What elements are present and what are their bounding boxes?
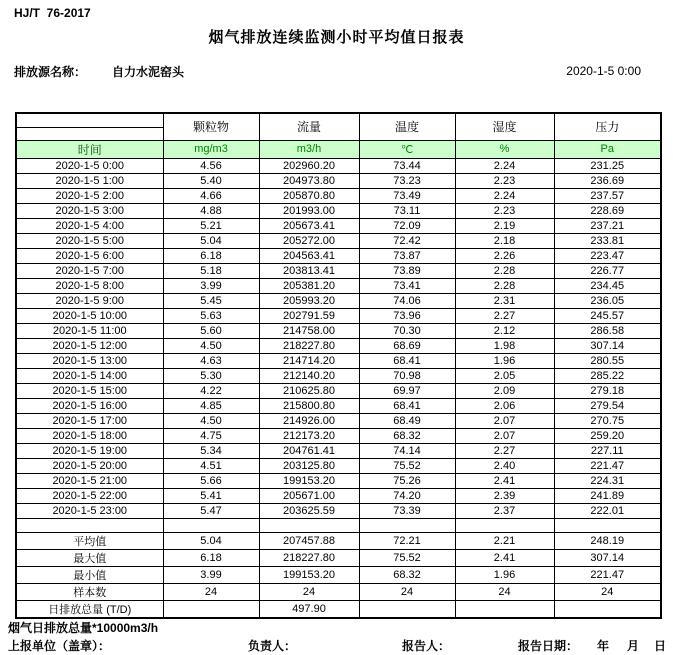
table-row — [16, 488, 661, 503]
table-row — [16, 353, 661, 368]
value-cell-2: 73.96 — [359, 308, 455, 323]
source-line — [14, 63, 184, 80]
value-cell-0: 4.75 — [163, 428, 259, 443]
column-header-2: 温度 — [359, 113, 455, 140]
report-datetime: 2020-1-5 0:00 — [566, 64, 641, 78]
table-row — [16, 383, 661, 398]
table-row — [16, 443, 661, 458]
summary-label-cell: 最小值 — [16, 566, 163, 583]
summary-value-cell-3: 2.41 — [455, 549, 554, 566]
value-cell-1: 202791.59 — [259, 308, 359, 323]
value-cell-2: 73.41 — [359, 278, 455, 293]
time-header: 时间 — [16, 140, 163, 158]
summary-value-cell-0: 5.04 — [163, 532, 259, 549]
value-cell-1: 205993.20 — [259, 293, 359, 308]
value-cell-2: 70.98 — [359, 368, 455, 383]
summary-value-cell-1: 218227.80 — [259, 549, 359, 566]
value-cell-0: 5.45 — [163, 293, 259, 308]
unit-cell-4: Pa — [554, 140, 661, 158]
value-cell-1: 199153.20 — [259, 473, 359, 488]
value-cell-3: 1.98 — [455, 338, 554, 353]
value-cell-0: 4.56 — [163, 158, 259, 173]
time-cell: 2020-1-5 21:00 — [16, 473, 163, 488]
value-cell-3: 2.40 — [455, 458, 554, 473]
value-cell-1: 205870.80 — [259, 188, 359, 203]
value-cell-2: 68.49 — [359, 413, 455, 428]
value-cell-0: 5.40 — [163, 173, 259, 188]
table-row — [16, 218, 661, 233]
value-cell-0: 4.51 — [163, 458, 259, 473]
spacer-cell-0 — [163, 518, 259, 532]
summary-label-cell: 样本数 — [16, 583, 163, 600]
value-cell-4: 231.25 — [554, 158, 661, 173]
spacer-cell-3 — [455, 518, 554, 532]
standard-code: HJ/T 76-2017 — [14, 6, 91, 20]
time-cell: 2020-1-5 4:00 — [16, 218, 163, 233]
table-row — [16, 398, 661, 413]
time-cell: 2020-1-5 7:00 — [16, 263, 163, 278]
hourly-average-table — [15, 112, 662, 619]
value-cell-2: 73.11 — [359, 203, 455, 218]
summary-value-cell-4: 24 — [554, 583, 661, 600]
summary-value-cell-3: 1.96 — [455, 566, 554, 583]
value-cell-2: 68.41 — [359, 353, 455, 368]
time-cell: 2020-1-5 2:00 — [16, 188, 163, 203]
value-cell-0: 4.88 — [163, 203, 259, 218]
time-cell: 2020-1-5 1:00 — [16, 173, 163, 188]
value-cell-4: 259.20 — [554, 428, 661, 443]
value-cell-2: 74.06 — [359, 293, 455, 308]
source-label: 排放源名称： — [14, 65, 87, 79]
value-cell-3: 2.24 — [455, 158, 554, 173]
value-cell-3: 2.31 — [455, 293, 554, 308]
value-cell-1: 203813.41 — [259, 263, 359, 278]
column-header-3: 湿度 — [455, 113, 554, 140]
value-cell-4: 228.69 — [554, 203, 661, 218]
time-cell: 2020-1-5 6:00 — [16, 248, 163, 263]
value-cell-0: 4.85 — [163, 398, 259, 413]
value-cell-3: 2.18 — [455, 233, 554, 248]
corner-split-line — [17, 127, 163, 128]
value-cell-4: 237.57 — [554, 188, 661, 203]
column-header-row — [16, 113, 661, 140]
summary-row — [16, 532, 661, 549]
value-cell-4: 279.18 — [554, 383, 661, 398]
value-cell-4: 286.58 — [554, 323, 661, 338]
table-row — [16, 473, 661, 488]
time-cell: 2020-1-5 14:00 — [16, 368, 163, 383]
time-cell: 2020-1-5 22:00 — [16, 488, 163, 503]
value-cell-1: 205272.00 — [259, 233, 359, 248]
reporter-label: 报告人： — [402, 639, 451, 653]
value-cell-4: 279.54 — [554, 398, 661, 413]
summary-value-cell-2: 24 — [359, 583, 455, 600]
value-cell-1: 205381.20 — [259, 278, 359, 293]
spacer-cell-4 — [554, 518, 661, 532]
responsible-label: 负责人： — [248, 639, 297, 653]
report-date-label: 报告日期： — [518, 639, 579, 653]
table-row — [16, 278, 661, 293]
unit-cell-1: m3/h — [259, 140, 359, 158]
signature-line — [0, 637, 673, 653]
value-cell-1: 201993.00 — [259, 203, 359, 218]
table-row — [16, 458, 661, 473]
page-title: 烟气排放连续监测小时平均值日报表 — [208, 29, 465, 46]
time-cell: 2020-1-5 15:00 — [16, 383, 163, 398]
time-cell: 2020-1-5 5:00 — [16, 233, 163, 248]
time-cell: 2020-1-5 12:00 — [16, 338, 163, 353]
month-label: 月 — [627, 639, 640, 653]
value-cell-3: 2.23 — [455, 173, 554, 188]
value-cell-4: 245.57 — [554, 308, 661, 323]
value-cell-4: 236.69 — [554, 173, 661, 188]
value-cell-2: 74.14 — [359, 443, 455, 458]
value-cell-1: 203125.80 — [259, 458, 359, 473]
value-cell-1: 205671.00 — [259, 488, 359, 503]
value-cell-3: 2.24 — [455, 188, 554, 203]
table-row — [16, 173, 661, 188]
time-cell: 2020-1-5 3:00 — [16, 203, 163, 218]
value-cell-1: 214714.20 — [259, 353, 359, 368]
value-cell-0: 5.30 — [163, 368, 259, 383]
value-cell-2: 68.41 — [359, 398, 455, 413]
value-cell-0: 5.21 — [163, 218, 259, 233]
summary-value-cell-3: 24 — [455, 583, 554, 600]
value-cell-2: 75.26 — [359, 473, 455, 488]
value-cell-4: 227.11 — [554, 443, 661, 458]
value-cell-4: 224.31 — [554, 473, 661, 488]
summary-value-cell-1: 207457.88 — [259, 532, 359, 549]
summary-value-cell-2 — [359, 600, 455, 618]
corner-blank-cell — [16, 113, 163, 140]
summary-value-cell-2: 68.32 — [359, 566, 455, 583]
value-cell-2: 73.89 — [359, 263, 455, 278]
value-cell-2: 72.42 — [359, 233, 455, 248]
value-cell-3: 2.06 — [455, 398, 554, 413]
value-cell-3: 2.23 — [455, 203, 554, 218]
table-row — [16, 323, 661, 338]
value-cell-1: 218227.80 — [259, 338, 359, 353]
summary-row — [16, 549, 661, 566]
value-cell-4: 236.05 — [554, 293, 661, 308]
value-cell-2: 73.44 — [359, 158, 455, 173]
value-cell-0: 5.66 — [163, 473, 259, 488]
value-cell-2: 75.52 — [359, 458, 455, 473]
source-name: 自力水泥窑头 — [112, 65, 185, 79]
value-cell-4: 234.45 — [554, 278, 661, 293]
value-cell-3: 2.12 — [455, 323, 554, 338]
value-cell-2: 72.09 — [359, 218, 455, 233]
value-cell-3: 2.28 — [455, 278, 554, 293]
value-cell-2: 68.32 — [359, 428, 455, 443]
value-cell-0: 4.22 — [163, 383, 259, 398]
value-cell-0: 5.04 — [163, 233, 259, 248]
table-head — [16, 113, 661, 158]
unit-row — [16, 140, 661, 158]
time-cell: 2020-1-5 0:00 — [16, 158, 163, 173]
summary-label-cell: 最大值 — [16, 549, 163, 566]
value-cell-1: 204973.80 — [259, 173, 359, 188]
table-row — [16, 233, 661, 248]
value-cell-0: 5.47 — [163, 503, 259, 518]
value-cell-4: 285.22 — [554, 368, 661, 383]
value-cell-0: 5.63 — [163, 308, 259, 323]
value-cell-0: 4.66 — [163, 188, 259, 203]
time-cell: 2020-1-5 11:00 — [16, 323, 163, 338]
time-cell: 2020-1-5 20:00 — [16, 458, 163, 473]
table-row — [16, 428, 661, 443]
value-cell-4: 307.14 — [554, 338, 661, 353]
footer-note: 烟气日排放总量*10000m3/h — [8, 621, 159, 635]
time-cell: 2020-1-5 19:00 — [16, 443, 163, 458]
value-cell-0: 5.41 — [163, 488, 259, 503]
value-cell-3: 2.41 — [455, 473, 554, 488]
time-cell: 2020-1-5 13:00 — [16, 353, 163, 368]
value-cell-1: 212140.20 — [259, 368, 359, 383]
value-cell-4: 226.77 — [554, 263, 661, 278]
unit-cell-3: % — [455, 140, 554, 158]
summary-value-cell-3: 2.21 — [455, 532, 554, 549]
table-row — [16, 338, 661, 353]
value-cell-1: 215800.80 — [259, 398, 359, 413]
value-cell-1: 214758.00 — [259, 323, 359, 338]
unit-cell-2: ℃ — [359, 140, 455, 158]
value-cell-3: 1.96 — [455, 353, 554, 368]
time-cell: 2020-1-5 23:00 — [16, 503, 163, 518]
value-cell-2: 73.49 — [359, 188, 455, 203]
value-cell-4: 270.75 — [554, 413, 661, 428]
value-cell-1: 204761.41 — [259, 443, 359, 458]
summary-value-cell-4: 248.19 — [554, 532, 661, 549]
table-row — [16, 503, 661, 518]
table-row — [16, 158, 661, 173]
day-label: 日 — [654, 639, 667, 653]
summary-value-cell-4 — [554, 600, 661, 618]
table-row — [16, 203, 661, 218]
value-cell-4: 222.01 — [554, 503, 661, 518]
value-cell-3: 2.39 — [455, 488, 554, 503]
value-cell-0: 6.18 — [163, 248, 259, 263]
summary-row — [16, 566, 661, 583]
value-cell-1: 214926.00 — [259, 413, 359, 428]
value-cell-1: 204563.41 — [259, 248, 359, 263]
time-cell: 2020-1-5 9:00 — [16, 293, 163, 308]
summary-value-cell-0: 6.18 — [163, 549, 259, 566]
value-cell-3: 2.37 — [455, 503, 554, 518]
value-cell-2: 74.20 — [359, 488, 455, 503]
value-cell-0: 5.34 — [163, 443, 259, 458]
time-cell: 2020-1-5 16:00 — [16, 398, 163, 413]
summary-value-cell-0 — [163, 600, 259, 618]
value-cell-4: 233.81 — [554, 233, 661, 248]
summary-value-cell-2: 75.52 — [359, 549, 455, 566]
summary-value-cell-3 — [455, 600, 554, 618]
value-cell-2: 73.87 — [359, 248, 455, 263]
table-body — [16, 158, 661, 618]
table-row — [16, 263, 661, 278]
value-cell-4: 241.89 — [554, 488, 661, 503]
value-cell-3: 2.07 — [455, 413, 554, 428]
value-cell-0: 5.60 — [163, 323, 259, 338]
time-cell: 2020-1-5 17:00 — [16, 413, 163, 428]
summary-value-cell-0: 24 — [163, 583, 259, 600]
value-cell-3: 2.28 — [455, 263, 554, 278]
value-cell-0: 5.18 — [163, 263, 259, 278]
value-cell-2: 73.39 — [359, 503, 455, 518]
report-unit-label: 上报单位（盖章）： — [8, 639, 111, 653]
spacer-cell-2 — [359, 518, 455, 532]
summary-value-cell-1: 24 — [259, 583, 359, 600]
value-cell-1: 210625.80 — [259, 383, 359, 398]
summary-label-cell: 平均值 — [16, 532, 163, 549]
value-cell-0: 4.50 — [163, 413, 259, 428]
summary-row — [16, 600, 661, 618]
value-cell-4: 237.21 — [554, 218, 661, 233]
value-cell-2: 73.23 — [359, 173, 455, 188]
value-cell-0: 3.99 — [163, 278, 259, 293]
value-cell-3: 2.09 — [455, 383, 554, 398]
spacer-label-cell — [16, 518, 163, 532]
column-header-1: 流量 — [259, 113, 359, 140]
summary-row — [16, 583, 661, 600]
summary-value-cell-1: 497.90 — [259, 600, 359, 618]
value-cell-3: 2.19 — [455, 218, 554, 233]
summary-value-cell-0: 3.99 — [163, 566, 259, 583]
value-cell-0: 4.50 — [163, 338, 259, 353]
time-cell: 2020-1-5 10:00 — [16, 308, 163, 323]
value-cell-4: 221.47 — [554, 458, 661, 473]
table-row — [16, 188, 661, 203]
value-cell-3: 2.26 — [455, 248, 554, 263]
table-row — [16, 293, 661, 308]
value-cell-1: 203625.59 — [259, 503, 359, 518]
year-label: 年 — [597, 639, 610, 653]
value-cell-3: 2.27 — [455, 308, 554, 323]
column-header-0: 颗粒物 — [163, 113, 259, 140]
summary-value-cell-4: 307.14 — [554, 549, 661, 566]
value-cell-3: 2.05 — [455, 368, 554, 383]
table-row — [16, 308, 661, 323]
summary-value-cell-1: 199153.20 — [259, 566, 359, 583]
table-row — [16, 248, 661, 263]
summary-label-cell: 日排放总量 (T/D) — [16, 600, 163, 618]
value-cell-1: 212173.20 — [259, 428, 359, 443]
value-cell-3: 2.27 — [455, 443, 554, 458]
summary-value-cell-4: 221.47 — [554, 566, 661, 583]
time-cell: 2020-1-5 8:00 — [16, 278, 163, 293]
time-cell: 2020-1-5 18:00 — [16, 428, 163, 443]
value-cell-1: 205673.41 — [259, 218, 359, 233]
unit-cell-0: mg/m3 — [163, 140, 259, 158]
column-header-4: 压力 — [554, 113, 661, 140]
value-cell-4: 280.55 — [554, 353, 661, 368]
value-cell-1: 202960.20 — [259, 158, 359, 173]
value-cell-2: 68.69 — [359, 338, 455, 353]
table-row — [16, 368, 661, 383]
value-cell-4: 223.47 — [554, 248, 661, 263]
value-cell-0: 4.63 — [163, 353, 259, 368]
value-cell-2: 69.97 — [359, 383, 455, 398]
value-cell-3: 2.07 — [455, 428, 554, 443]
spacer-row — [16, 518, 661, 532]
spacer-cell-1 — [259, 518, 359, 532]
table-row — [16, 413, 661, 428]
value-cell-2: 70.30 — [359, 323, 455, 338]
summary-value-cell-2: 72.21 — [359, 532, 455, 549]
